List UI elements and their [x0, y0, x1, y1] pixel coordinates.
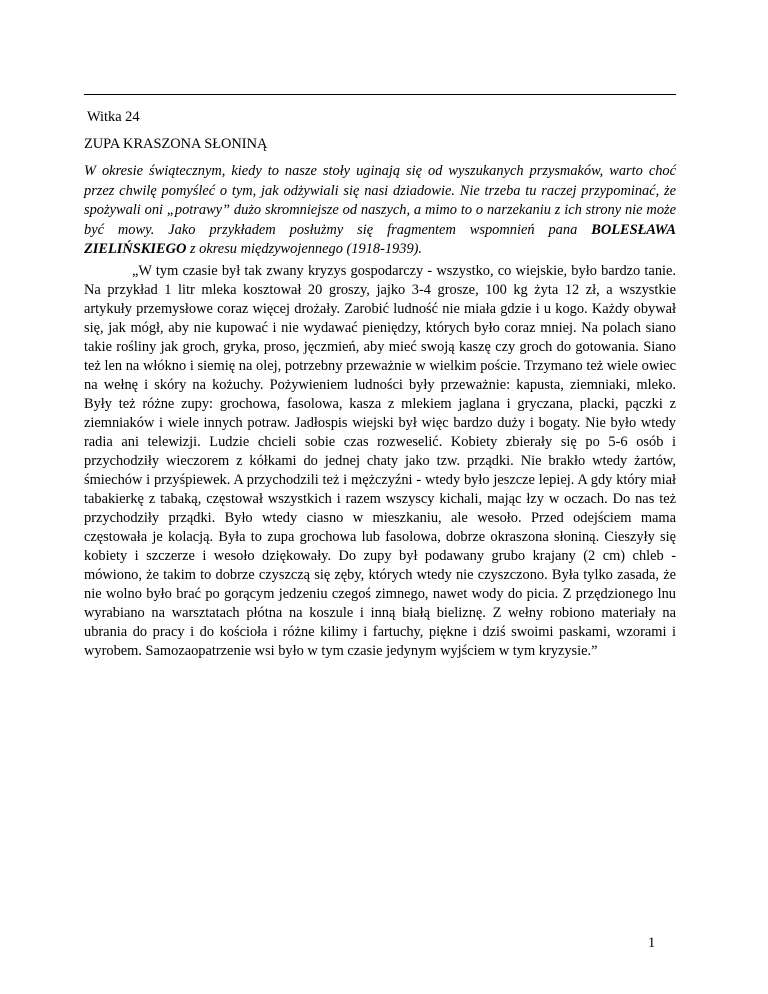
page-number: 1 — [648, 935, 656, 951]
document-body — [84, 108, 676, 661]
intro-text-after-author: z okresu międzywojennego (1918-1939). — [186, 241, 423, 257]
header-rule — [84, 94, 676, 95]
article-title: ZUPA KRASZONA SŁONINĄ — [84, 136, 268, 152]
intro-paragraph — [84, 162, 676, 260]
header-text: Witka 24 — [87, 109, 140, 125]
intro-text-before-author: W okresie świątecznym, kiedy to nasze stoły uginają się od wyszukanych przysmaków, warto choć przez chwilę pomyśleć o tym, jak odżywiali się nasi dziadowie. Nie trzeba tu raczej przypominać, że spożywali oni „potrawy” dużo skromniejsze od naszych, a mimo to o narzekaniu z ich strony nie może być mowy. Jako przykładem posłużmy się fragmentem wspomnień pana — [84, 163, 676, 238]
memoir-quote: „W tym czasie był tak zwany kryzys gospodarczy - wszystko, co wiejskie, było bardzo tanie. Na przykład 1 litr mleka kosztował 20 groszy, jajko 3-4 grosze, 100 kg żyta 12 zł, a wszystkie artykuły przemysłowe coraz więcej drożały. Zarobić ludność nie miała gdzie i u kogo. Każdy obywał się, jak mógł, aby nie kupować i nie wydawać pieniędzy, których było coraz mniej. Na polach siano takie rośliny jak groch, gryka, proso, jęczmień, aby mieć swoją kaszę czy groch do gotowania. Siano też len na włókno i siemię na olej, potrzebny przeważnie w wielkim poście. Trzymano też wiele owiec na wełnę i skóry na kożuchy. Pożywieniem ludności były przeważnie: kapusta, ziemniaki, mleko. Były też różne zupy: grochowa, fasolowa, kasza z mlekiem jaglana i gryczana, placki, pączki z ziemniaków i wiele innych potraw. Jadłospis wiejski był więc bardzo duży i bogaty. Nie było wtedy radia ani telewizji. Ludzie chcieli sobie czas rozweselić. Kobiety zbierały się po 5-6 osób i przychodziły wieczorem z kółkami do jednej chaty jako tzw. prządki. Nie brakło wtedy żartów, śmiechów i przyśpiewek. A przychodzili też i mężczyźni - wtedy było jeszcze lepiej. A gdy który miał tabakierkę z tabaką, częstował wszystkich i razem wszyscy kichali, mając łzy w oczach. Do nas też przychodziły prządki. Było wtedy ciasno w mieszkaniu, ale wesoło. Przed odejściem mama częstowała je kolacją. Była to zupa grochowa lub fasolowa, dobrze okraszona słoniną. Cieszyły się kobiety i szczerze i wesoło dziękowały. Do zupy był podawany grubo krajany (2 cm) chleb - mówiono, że takim to dobrze czyszczą się zęby, których wtedy nie czyszczono. Była tylko zasada, że nie wolno było brać po gorącym jedzeniu czegoś zimnego, nawet wody do picia. Z przędzionego lnu wyrabiano na warsztatach płótna na koszule i inną białą bieliznę. Z wełny robiono materiały na ubrania do pracy i do kościoła i różne kilimy i fartuchy, piękne i dziś swoimi paskami, wzorami i wyrobem. Samozaopatrzenie wsi było w tym czasie jedynym wyjściem w tym kryzysie.” — [84, 262, 676, 659]
author-name: BOLESŁAWA ZIELIŃSKIEGO — [84, 221, 676, 257]
